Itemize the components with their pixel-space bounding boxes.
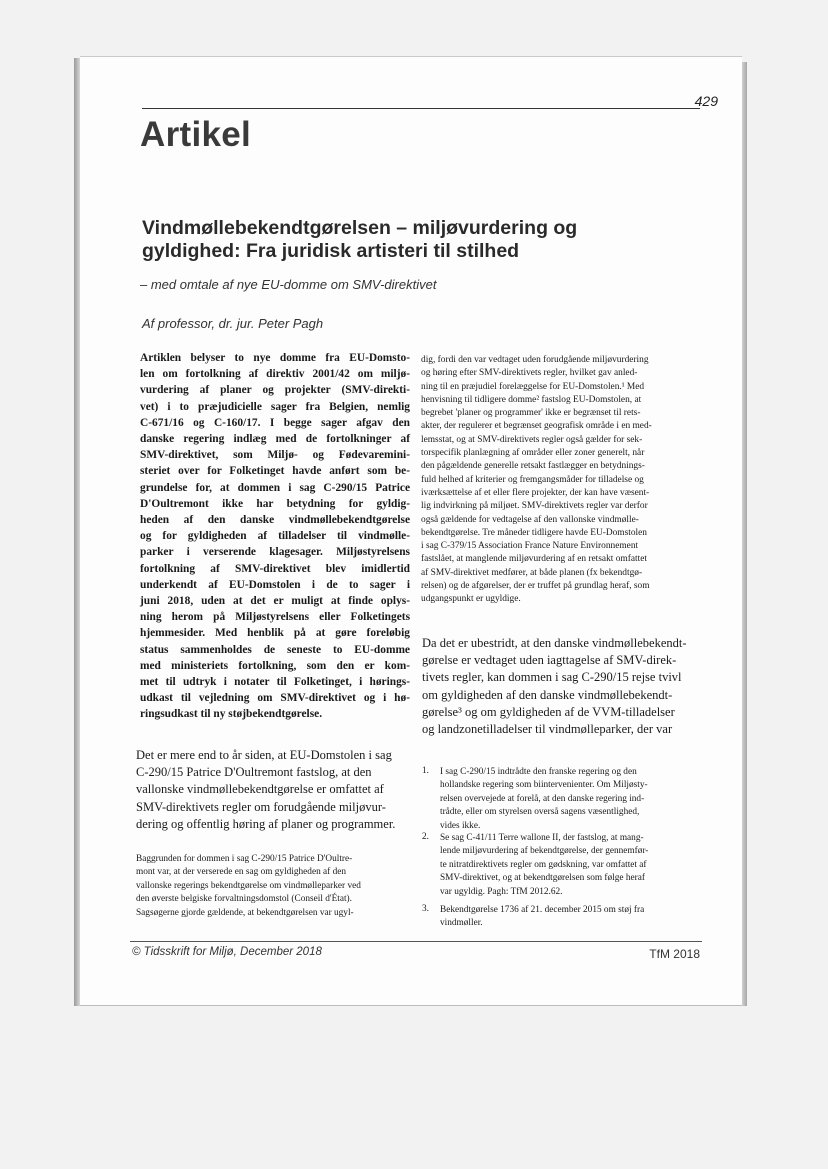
footer-rule	[130, 941, 702, 942]
background-line: Baggrunden for dommen i sag C-290/15 Patrice D'Oultre-	[136, 854, 353, 864]
abstract-line: met til udtryk i notater til Folketinget, i hørings-	[140, 676, 410, 689]
right-column-line: iværksættelse af et eller flere projekter, der kan have væsent-	[421, 487, 650, 498]
abstract-line: med ministeriets fortolkning, som den er kom-	[140, 659, 410, 672]
article-subtitle: – med omtale af nye EU-domme om SMV-direktivet	[140, 277, 437, 292]
footnote	[440, 766, 700, 833]
footnote-line: relsen overvejede at forelå, at den danske regering ind-	[440, 793, 645, 804]
abstract-line: ning herom på Miljøstyrelsens eller Folketingets	[140, 611, 410, 624]
intro-line: SMV-direktivets regler om forudgående miljøvur-	[136, 799, 386, 814]
footnote	[440, 832, 700, 899]
right-column-line: af SMV-direktivet medfører, at både planen (fx bekendtgø-	[421, 567, 643, 578]
title-line: Vindmøllebekendtgørelsen – miljøvurdering og	[142, 217, 578, 239]
abstract-line: heden af den danske vindmøllebekendtgørelse	[140, 514, 410, 527]
intro-paragraph	[136, 747, 408, 833]
section-heading: Artikel	[140, 115, 252, 154]
right-column-line: akter, der regulerer et begrænset geografisk område i en med-	[421, 421, 652, 432]
scan-edge-right	[742, 62, 747, 1006]
right-column-line: fuld helhed af kriterier og fremgangsmåder for tilladelse og	[421, 474, 644, 485]
abstract-line: hjemmesider. Med henblik på at gøre foreløbig	[140, 627, 410, 640]
right-column-line: udgangspunkt er ugyldige.	[421, 594, 521, 605]
background-line: mont var, at der verserede en sag om gyldigheden af den	[136, 867, 347, 878]
right-column-line: også gældende for vedtagelse af den vallonske vindmølle-	[421, 514, 639, 525]
right-column-line: torspecifik planlægning af områder eller zoner generelt, når	[421, 448, 645, 459]
abstract-line: steriet over for Folketinget havde anført som be-	[140, 465, 410, 478]
journal-page	[80, 56, 742, 1006]
background-line: Sagsøgerne gjorde gældende, at bekendtgørelsen var ugyl-	[136, 907, 354, 918]
page-number: 429	[694, 93, 718, 109]
abstract-line: status sammenholdes de seneste to EU-domme	[140, 643, 410, 656]
main-paragraph-line: om gyldigheden af den danske vindmøllebekendt-	[422, 687, 673, 702]
main-paragraph-line: Da det er ubestridt, at den danske vindmøllebekendt-	[422, 636, 687, 650]
footnote-number: 2.	[422, 832, 429, 842]
right-column-line: fastslået, at manglende miljøvurdering af en retsakt omfattet	[421, 554, 647, 565]
main-paragraph-line: gørelse³ og om gyldigheden af de VVM-tilladelser	[422, 704, 675, 719]
abstract-line: SMV-direktivet, som Miljø- og Fødevaremini-	[140, 449, 410, 462]
footer-journal: © Tidsskrift for Miljø, December 2018	[132, 946, 322, 958]
right-column-line: lig indvirkning på miljøet. SMV-direktivets regler var derfor	[421, 501, 648, 512]
abstract-line: fortolkning af SMV-direktivet blev imidlertid	[140, 562, 410, 575]
footnote-line: vindmøller.	[440, 918, 483, 929]
footnote	[440, 904, 700, 931]
background-line: vallonske regerings bekendtgørelse om vindmølleparker ved	[136, 880, 361, 891]
right-column-line: i sag C-379/15 Association France Nature Environnement	[421, 541, 639, 552]
right-column-line: henvisning til tidligere domme² fastslog EU-Domstolen, at	[421, 394, 642, 405]
abstract-line: grundelse for, at dommen i sag C-290/15 Patrice	[140, 481, 410, 494]
right-column-line: den pågældende generelle retsakt fastlægger en betydnings-	[421, 461, 645, 472]
abstract	[140, 350, 410, 723]
author-byline: Af professor, dr. jur. Peter Pagh	[142, 316, 324, 331]
abstract-line: juni 2018, uden at det er muligt at finde oplys-	[140, 595, 410, 608]
right-column-line: og høring efter SMV-direktivets regler, hvilket gav anled-	[421, 368, 638, 379]
abstract-line: danske regering indlæg med de fortolkninger af	[140, 433, 410, 446]
footnote-number: 3.	[422, 904, 429, 914]
abstract-line: ringsudkast til ny støjbekendtgørelse.	[140, 708, 323, 721]
footnote-line: lende miljøvurdering af bekendtgørelse, der gennemfør-	[440, 846, 649, 857]
abstract-line: og for gyldigheden af tilladelser til vindmølle-	[140, 530, 410, 543]
abstract-line: udkast til vejledning om SMV-direktivet og i hø-	[140, 692, 410, 705]
right-column-paragraph	[421, 354, 699, 607]
abstract-line: Artiklen belyser to nye domme fra EU-Domsto-	[140, 352, 410, 364]
intro-line: vallonske vindmøllebekendtgørelse er omfattet af	[136, 782, 384, 797]
right-column-line: lemsstat, og at SMV-direktivets regler også gælder for sek-	[421, 434, 643, 445]
background-paragraph	[136, 853, 408, 920]
abstract-line: vurdering af planer og projekter (SMV-direkti-	[140, 384, 410, 397]
intro-line: dering og offentlig høring af planer og programmer.	[136, 816, 396, 831]
abstract-line: underkendt af EU-Domstolen i de to sager i	[140, 578, 410, 591]
footnote-line: trådte, eller om styrelsen overså sagens væsentlighed,	[440, 807, 640, 818]
footnote-line: var ugyldig. Pagh: TfM 2012.62.	[440, 886, 563, 897]
right-column-line: begrebet 'planer og programmer' ikke er begrænset til rets-	[421, 408, 641, 419]
main-paragraph-line: gørelse er vedtaget uden iagttagelse af SMV-direk-	[422, 653, 677, 668]
footnote-line: Bekendtgørelse 1736 af 21. december 2015 om støj fra	[440, 905, 645, 915]
right-column-line: bekendtgørelse. Tre måneder tidligere havde EU-Domstolen	[421, 527, 647, 538]
abstract-line: C-671/16 og C-160/17. I begge sager afgav den	[140, 416, 410, 429]
footnote-line: Se sag C-41/11 Terre wallone II, der fastslog, at mang-	[440, 833, 644, 843]
footer-citation: TfM 2018	[649, 947, 700, 961]
footnote-number: 1.	[422, 766, 429, 776]
footnote-line: hollandske regering som biintervenienter. Om Miljøsty-	[440, 780, 648, 791]
abstract-line: len om fortolkning af direktiv 2001/42 om miljø-	[140, 368, 410, 381]
background-line: den øverste belgiske forvaltningsdomstol (Conseil d'État).	[136, 894, 352, 905]
footnote-line: vides ikke.	[440, 820, 481, 831]
main-paragraph-line: tivets regler, kan dommen i sag C-290/15 rejse tvivl	[422, 670, 682, 685]
right-column-line: relsen) og de afgørelser, der er truffet på grundlag heraf, som	[421, 581, 650, 592]
main-paragraph-line: og landzonetilladelser til vindmølleparker, der var	[422, 722, 673, 737]
right-column-line: dig, fordi den var vedtaget uden forudgående miljøvurdering	[421, 355, 649, 365]
abstract-line: parker i verserende klagesager. Miljøstyrelsens	[140, 546, 410, 559]
main-paragraph	[422, 635, 700, 738]
intro-line: C-290/15 Patrice D'Oultremont fastslog, at den	[136, 765, 372, 780]
footnote-line: te nitratdirektivets regler om gødskning, var omfattet af	[440, 859, 647, 870]
right-column-line: ning til en præjudiel forelæggelse for EU-Domstolen.¹ Med	[421, 381, 645, 392]
header-rule	[142, 108, 700, 109]
intro-line: Det er mere end to år siden, at EU-Domstolen i sag	[136, 748, 392, 762]
footnote-line: SMV-direktivet, og at bekendtgørelsen som følge heraf	[440, 873, 645, 884]
abstract-line: D'Oultremont ikke har betydning for gyldig-	[140, 497, 410, 510]
abstract-line: vet) i to præjudicielle sager fra Belgien, nemlig	[140, 400, 410, 413]
article-title	[142, 217, 702, 263]
footnote-line: I sag C-290/15 indtrådte den franske regering og den	[440, 767, 637, 777]
title-line: gyldighed: Fra juridisk artisteri til stilhed	[142, 240, 520, 262]
